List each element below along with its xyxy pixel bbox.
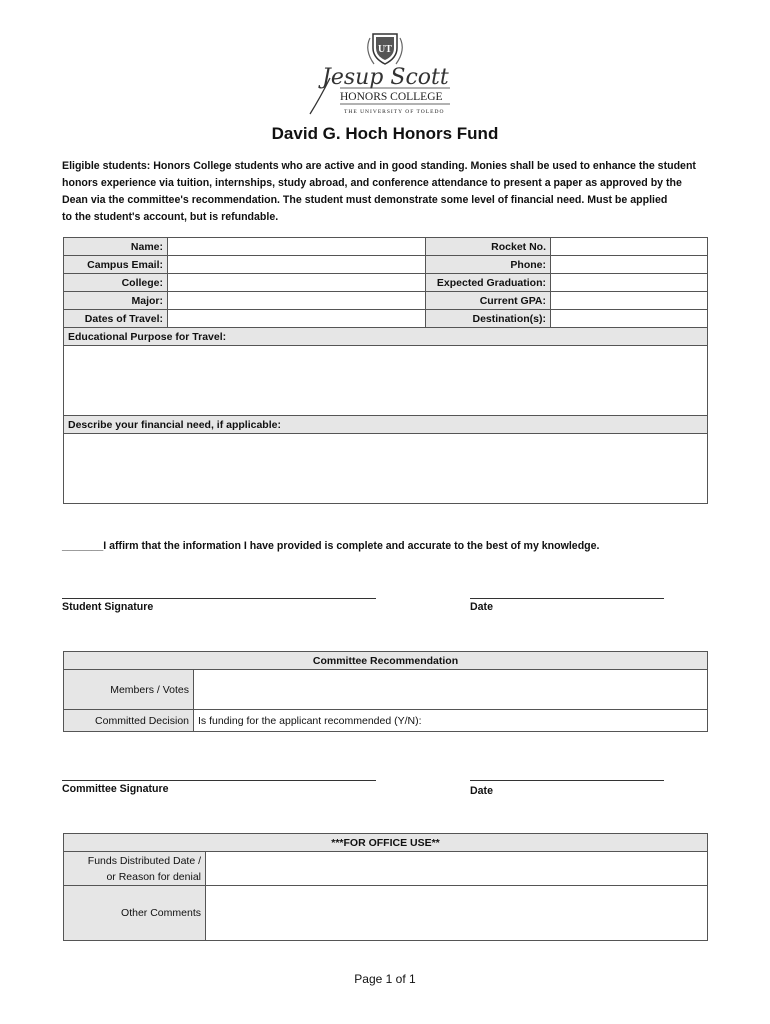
major-label: Major: [64,292,168,310]
committee-signature-label: Committee Signature [62,783,169,795]
campus-email-label: Campus Email: [64,256,168,274]
committee-table [63,651,708,732]
dates-of-travel-field[interactable] [168,310,426,328]
honors-college-logo [300,28,470,120]
financial-need-header: Describe your financial need, if applicable: [64,416,708,434]
phone-label: Phone: [426,256,551,274]
other-comments-label: Other Comments [64,886,206,941]
office-use-header: ***FOR OFFICE USE** [64,834,708,852]
intro-line: Dean via the committee's recommendation. The student must demonstrate some level of financial need. Must be applied [62,194,668,206]
affirmation-statement: _______I affirm that the information I have provided is complete and accurate to the best of my knowledge. [62,540,600,552]
funding-question: Is funding for the applicant recommended (Y/N): [198,714,422,727]
other-comments-field[interactable] [206,886,708,941]
funding-recommended-field[interactable] [194,710,708,732]
financial-need-field[interactable] [64,434,708,504]
eligibility-paragraph [62,158,708,226]
logo-university-name: THE UNIVERSITY OF TOLEDO [344,109,445,115]
campus-email-field[interactable] [168,256,426,274]
major-field[interactable] [168,292,426,310]
destinations-field[interactable] [551,310,708,328]
members-votes-label: Members / Votes [64,670,194,710]
office-use-table [63,833,708,941]
committee-signature-line[interactable] [62,780,376,781]
logo-college-name: HONORS COLLEGE [340,91,443,103]
funds-distributed-line1: Funds Distributed Date / [87,854,201,867]
logo-graphic [300,28,470,120]
intro-line: Eligible students: Honors College students who are active and in good standing. Monies shall be used to enhance the student [62,160,696,172]
page-number: Page 1 of 1 [354,972,416,986]
intro-line: honors experience via tuition, internships, study abroad, and conference attendance to present a paper as approved by the [62,177,682,189]
expected-graduation-field[interactable] [551,274,708,292]
college-field[interactable] [168,274,426,292]
educational-purpose-header: Educational Purpose for Travel: [64,328,708,346]
dates-of-travel-label: Dates of Travel: [64,310,168,328]
members-votes-field[interactable] [194,670,708,710]
committed-decision-label: Committed Decision [64,710,194,732]
name-label: Name: [64,238,168,256]
shield-monogram: UT [378,44,392,55]
intro-line: to the student's account, but is refundable. [62,211,279,223]
rocket-no-label: Rocket No. [426,238,551,256]
student-signature-line[interactable] [62,598,376,599]
student-date-label: Date [470,601,493,613]
student-signature-label: Student Signature [62,601,154,613]
current-gpa-label: Current GPA: [426,292,551,310]
logo-script-name: Jesup Scott [322,65,449,90]
document-title: David G. Hoch Honors Fund [271,124,499,143]
funds-distributed-field[interactable] [206,852,708,886]
funds-distributed-label [64,852,206,886]
funds-distributed-line2: or Reason for denial [106,870,201,883]
destinations-label: Destination(s): [426,310,551,328]
applicant-info-table [63,237,708,504]
college-label: College: [64,274,168,292]
committee-date-line[interactable] [470,780,664,781]
expected-graduation-label: Expected Graduation: [426,274,551,292]
educational-purpose-field[interactable] [64,346,708,416]
phone-field[interactable] [551,256,708,274]
committee-date-label: Date [470,785,493,797]
current-gpa-field[interactable] [551,292,708,310]
committee-header: Committee Recommendation [64,652,708,670]
rocket-no-field[interactable] [551,238,708,256]
student-date-line[interactable] [470,598,664,599]
name-field[interactable] [168,238,426,256]
